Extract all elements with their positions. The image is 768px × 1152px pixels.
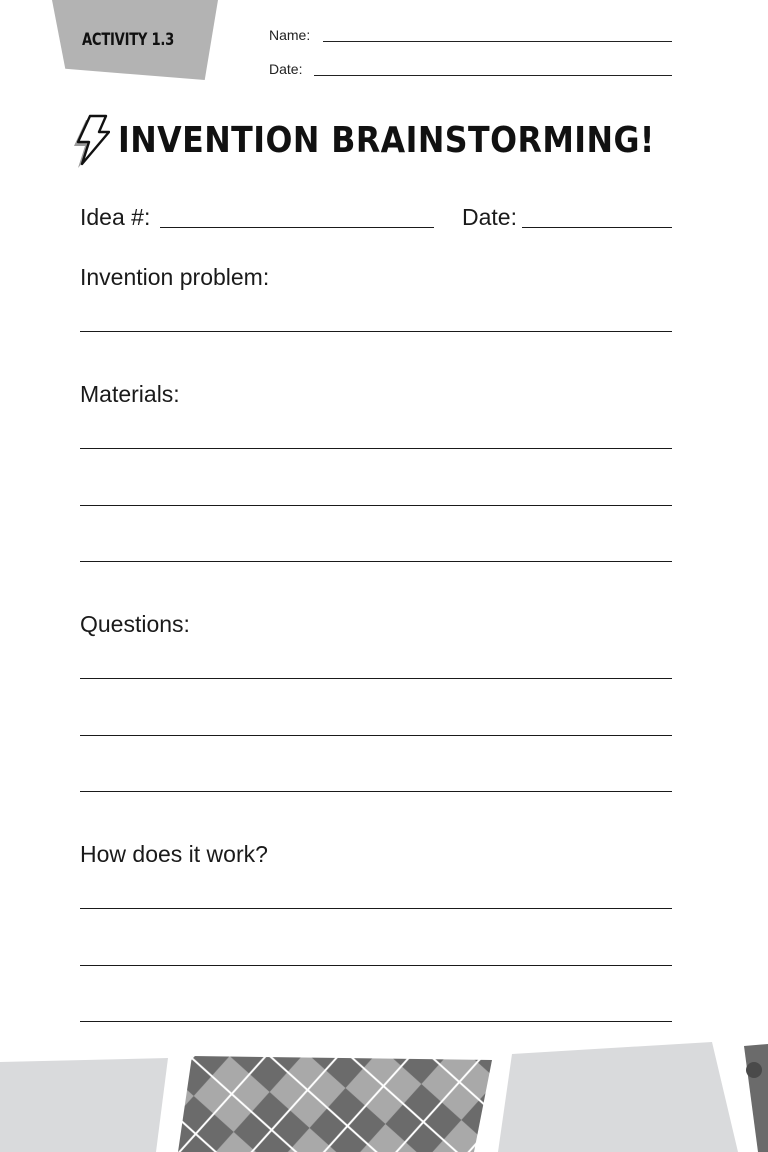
how-it-works-label: How does it work?: [80, 841, 268, 867]
page-title: INVENTION BRAINSTORMING!: [118, 120, 655, 161]
activity-label: ACTIVITY 1.3: [82, 30, 175, 50]
questions-line[interactable]: [80, 735, 672, 736]
idea-number-line[interactable]: [160, 227, 434, 228]
invention-problem-line[interactable]: [80, 331, 672, 332]
how-it-works-line[interactable]: [80, 965, 672, 966]
materials-line[interactable]: [80, 561, 672, 562]
footer-panel-pattern: [178, 1056, 492, 1152]
footer-panel-right: [498, 1042, 738, 1152]
footer-panel-left: [0, 1058, 168, 1152]
materials-line[interactable]: [80, 505, 672, 506]
idea-number-label: Idea #:: [80, 204, 151, 230]
name-line[interactable]: [323, 41, 672, 42]
idea-date-line[interactable]: [522, 227, 672, 228]
how-it-works-line[interactable]: [80, 908, 672, 909]
materials-line[interactable]: [80, 448, 672, 449]
lightning-bolt-icon: [66, 114, 110, 172]
questions-label: Questions:: [80, 611, 190, 637]
idea-date-label: Date:: [462, 204, 517, 230]
materials-label: Materials:: [80, 381, 180, 407]
invention-problem-label: Invention problem:: [80, 264, 270, 290]
date-line[interactable]: [314, 75, 672, 76]
footer-dot: [746, 1062, 762, 1078]
footer-decoration: [0, 1030, 768, 1152]
how-it-works-line[interactable]: [80, 1021, 672, 1022]
name-label: Name:: [269, 27, 311, 43]
questions-line[interactable]: [80, 678, 672, 679]
date-label: Date:: [269, 61, 303, 77]
questions-line[interactable]: [80, 791, 672, 792]
footer-panel-edge: [744, 1044, 768, 1152]
